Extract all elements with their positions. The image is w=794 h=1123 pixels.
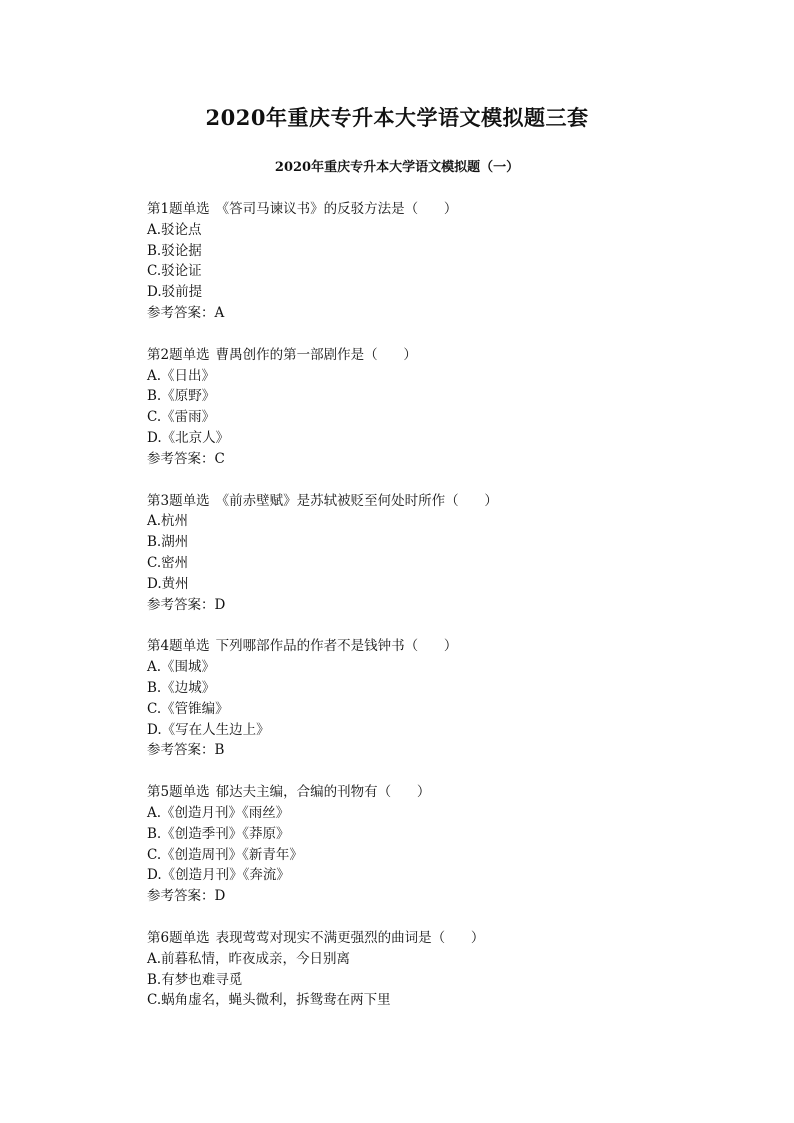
question-number: 第2题单选 bbox=[147, 346, 210, 363]
reference-answer: 参考答案：C bbox=[147, 450, 225, 467]
option-b: B.《边城》 bbox=[147, 679, 216, 696]
question-2 bbox=[147, 345, 707, 470]
reference-answer: 参考答案：A bbox=[147, 304, 225, 321]
reference-answer: 参考答案：D bbox=[147, 596, 226, 613]
question-stem: 曹禺创作的第一部剧作是（ ） bbox=[215, 346, 417, 363]
question-4 bbox=[147, 636, 707, 761]
option-a: A.前暮私情，昨夜成亲，今日别离 bbox=[147, 950, 351, 967]
option-c: C.蜗角虚名，蝇头微利，拆鸳鸯在两下里 bbox=[147, 992, 391, 1009]
question-number: 第3题单选 bbox=[147, 492, 210, 509]
reference-answer: 参考答案：D bbox=[147, 888, 226, 905]
question-header bbox=[147, 636, 707, 657]
question-number: 第6题单选 bbox=[147, 929, 210, 946]
question-header bbox=[147, 199, 707, 220]
question-number: 第5题单选 bbox=[147, 784, 210, 801]
question-number: 第4题单选 bbox=[147, 638, 210, 655]
question-stem: 表现莺莺对现实不满更强烈的曲词是（ ） bbox=[215, 929, 485, 946]
question-header bbox=[147, 928, 707, 949]
option-c: C.《雷雨》 bbox=[147, 409, 216, 426]
question-header bbox=[147, 491, 707, 512]
option-d: D.《北京人》 bbox=[147, 429, 230, 446]
option-d: D.黄州 bbox=[147, 575, 189, 592]
question-1 bbox=[147, 199, 707, 324]
option-c: C.驳论证 bbox=[147, 263, 202, 280]
option-d: D.《创造月刊》《奔流》 bbox=[147, 867, 290, 884]
reference-answer: 参考答案：B bbox=[147, 742, 225, 759]
option-b: B.《原野》 bbox=[147, 388, 216, 405]
option-c: C.《管锥编》 bbox=[147, 700, 229, 717]
option-a: A.杭州 bbox=[147, 513, 189, 530]
question-stem: 《前赤壁赋》是苏轼被贬至何处时所作（ ） bbox=[215, 492, 498, 509]
option-d: D.驳前提 bbox=[147, 284, 203, 301]
question-stem: 下列哪部作品的作者不是钱钟书（ ） bbox=[215, 638, 458, 655]
question-5 bbox=[147, 782, 707, 907]
option-b: B.《创造季刊》《莽原》 bbox=[147, 825, 290, 842]
option-a: A.驳论点 bbox=[147, 221, 202, 238]
option-a: A.《围城》 bbox=[147, 659, 216, 676]
question-header bbox=[147, 782, 707, 803]
question-number: 第1题单选 bbox=[147, 201, 210, 217]
question-stem: 郁达夫主编，合编的刊物有（ ） bbox=[215, 784, 431, 801]
option-d: D.《写在人生边上》 bbox=[147, 721, 270, 738]
option-b: B.有梦也难寻觅 bbox=[147, 971, 243, 988]
document-title: 2020年重庆专升本大学语文模拟题三套 bbox=[205, 105, 589, 130]
document-subtitle: 2020年重庆专升本大学语文模拟题（一） bbox=[274, 160, 520, 175]
question-6 bbox=[147, 928, 707, 1011]
option-c: C.密州 bbox=[147, 554, 189, 571]
question-header bbox=[147, 345, 707, 366]
option-a: A.《创造月刊》《雨丝》 bbox=[147, 804, 290, 821]
option-a: A.《日出》 bbox=[147, 367, 216, 384]
question-3 bbox=[147, 491, 707, 616]
question-stem: 《答司马谏议书》的反驳方法是（ ） bbox=[215, 201, 458, 217]
option-b: B.湖州 bbox=[147, 534, 189, 551]
question-list bbox=[147, 199, 707, 1032]
option-b: B.驳论据 bbox=[147, 242, 202, 259]
option-c: C.《创造周刊》《新青年》 bbox=[147, 846, 303, 863]
